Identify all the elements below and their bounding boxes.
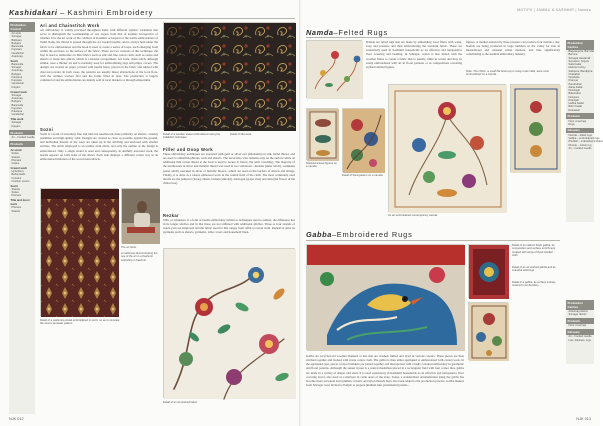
- right-folio: NJK 013: [576, 417, 591, 421]
- sidebar-item: Pherans: [11, 194, 22, 198]
- sidebar-item: Sonawari, Sopore: [568, 59, 590, 63]
- namda-body-text: Namda are felted rugs that are made by embedding wool fibres with water, soap and pressure and then embroidering the resultant fabric. These are extensively used in Kashmiri households as an effective and inexpensive floor covering and bedding. In Srinagar, cotton is also mixed with the woollen fibres to create a fabric that is usually white in colour and may be easily embroidered with ari in floral patterns or in compositions revealing stylised animal figures.: [366, 40, 462, 69]
- sidebar-heading: Production Centres: [566, 40, 594, 50]
- sidebar-group-label: Crewel work: [10, 89, 27, 94]
- sidebar-group-label: Ari work: [10, 148, 22, 153]
- caption-craftsman: A craftsman demonstrating the use of the ari in a Kashmiri workshop in Kashmir.: [121, 252, 158, 262]
- namda-sidebar: [566, 40, 603, 222]
- sidebar-item: Budgam: [11, 72, 22, 76]
- gabba-red-rug-image: [468, 244, 508, 298]
- gabba-red-graphic: [469, 245, 509, 299]
- sidebar-heading: Glossary: [566, 329, 594, 335]
- sidebar-item: Capes: [11, 162, 19, 165]
- sidebar-item: Baramulla: [11, 45, 24, 49]
- rezkar-subhead: Rezkar: [163, 213, 180, 218]
- ari-body-text: Ari embroidery is widely practised throughout India with different stylistic variations that serve to distinguish the workmanship of one region from that of another. Irrespective of whether it be the ari work of the cobblers of Kashmir or Gujarat or the textile embroiderers of Tamil Nadu, the thread is passed through the ari, hooked needle, and is always held under the fabric to be embroidered and the hook is used to create a series of loops, each emerging from within the previous, so the surface of the fabric. There are two versions of this technique: the first is used to embroider on thin fabrics such as silk and fine cotton cloth, such as stoles and shawls or made into phiran, which is a heavier overgarment. Ari work, chain stitch, although similar, uses a thicker ari and is normally used for embroidering rugs and pillow covers. The designs are created on paper, pricked with needle holes, placed on the fabric and rubbed with charcoal powder. In both cases, the patterns are usually linear abstractions of the local flora, with the outlines worked first and the forms filled in later. The production is largely commercial and the embroideries are mainly sold in local markets or through emporiums.: [40, 28, 158, 82]
- filler-subhead: Filler and Doop Work: [163, 147, 214, 152]
- book-gutter: [299, 0, 301, 426]
- namda-white-caption: [306, 100, 362, 103]
- sidebar-group-label: Tilla work: [10, 117, 24, 122]
- sidebar-item: Stoles: [11, 152, 19, 156]
- sidebar-item: Floor coverings: [568, 119, 587, 123]
- sidebar-item: Srinagar: [11, 66, 22, 70]
- sidebar-item: Safa Kadal: [568, 63, 582, 67]
- gabba-sidebar: [566, 300, 594, 364]
- caption-floral-namda: Detail of floral pattern on a namda.: [342, 174, 384, 177]
- caption-contemporary-namda: An ari-embroidered contemporary namda.: [388, 214, 438, 217]
- sidebar-item: Anantnag district: [568, 310, 588, 314]
- sidebar-item: Budgam: [11, 41, 22, 45]
- sidebar-item: Baltistan: [11, 38, 22, 42]
- gabba-title-em: Gabba: [306, 230, 332, 239]
- sidebar-item: Srinagar: [11, 121, 22, 125]
- caption-woollen-shawl: Detail of a woollen shawl embroidered using the zalakdozi technique.: [163, 133, 221, 140]
- sidebar-item: Ari work: [11, 32, 21, 36]
- gabba-body-text: Gabba are recycled old woollen blankets or lois that are washed, milled and dyed in various colours. These pieces are then stitched together and backed with waste cotton cloth. The gabba is then either appliquéd or embroidered with crewel work. In the appliquéd type, pieces of dyed blankets are joined together and interspersed with vividly coloured embroidery in geometric and floral patterns. Although the sunset layout is a central medallion placed in a rectangular field with four corner tiles, gabba are made in a variety of shapes and sizes. It is used extensively in Kashmiri households as an effective and inexpensive floor covering and is also used as a mattress in cattle areas of the state. Today, a standardised ornamentation using the gabba has become more prevalent and synthetic colours and nylon threads have also been added to the production process. Gabba makers from Srinagar were invited to Punjab to prepare phulkari-like (ornamental) panels...: [306, 354, 464, 388]
- sidebar-item: Shawls: [11, 209, 20, 213]
- sidebar-group-label: Tilla and doori work: [10, 198, 30, 207]
- sidebar-item: Floor coverings: [568, 324, 587, 328]
- namda-contemporary-image: [388, 84, 506, 212]
- sidebar-group-label: Sozni: [10, 183, 18, 188]
- namda-contemporary-graphic: [389, 85, 507, 213]
- sidebar-item: Pulwama: [11, 110, 23, 114]
- sidebar-item: Baramulla: [11, 62, 24, 66]
- sidebar-item: Islamia Colony: [568, 66, 586, 70]
- sidebar-item: Noorbagh: [568, 89, 580, 93]
- namda-white-rug-image: [306, 40, 362, 98]
- left-title-rest: Kashmiri Embroidery: [67, 8, 154, 17]
- sidebar-item: Ari – hooked needle: [568, 335, 592, 339]
- sidebar-item: Bemina: [568, 53, 578, 57]
- running-head: MOTIFS | JAMMU & KASHMIR | Namda: [517, 8, 591, 12]
- caption-gabba-ari: Detail of an ari worked gabba and its colourful stitchings.: [512, 266, 556, 273]
- sozni-body-text: Sozni is a form of extremely fine and intricate needlework done primarily on shawls—mainly pashmina and high-quality rafal. Designs are created as close as possible against the ground, and individual threads of the warp are taken up in the stitching and enclosed with smaller stitches. The stitch employed is an outline stem stitch, and only the outline of the design is embroidered. Only a single strand is used and consequently, in skilfully executed work, the needle appears on both sides of the shawl. Each side displays a different colour way in an embroidered imitation of the woven kani shawls.: [40, 132, 158, 161]
- gabba-title-dash: –: [332, 230, 337, 239]
- sidebar-item: Kupwara: [11, 106, 22, 110]
- sidebar-item: Khanyar: [568, 79, 579, 83]
- left-title-dash: –: [57, 8, 68, 17]
- sozni-subhead: Sozni: [40, 127, 54, 132]
- rezkar-body-text: Tilla, or zalakdozi, is a form of needle embroidery similar to techniques used to outline; the difference lies in its longer stitches and in that these are not stiffened with additional stitches. Three or four strands of staple yarn are employed and the fabric used for this ranges from raffal to cotton cloth. Rezkari is done on garments such as shawls, garments, table covers and household linen.: [163, 218, 295, 235]
- craftsman-photo: [121, 188, 159, 243]
- caption-tilla: Detail of tilla work.: [230, 133, 252, 136]
- gabba-floral-rug-image: [468, 302, 508, 360]
- tilla-pattern-graphic: [41, 189, 119, 317]
- namda-border-graphic: [511, 85, 561, 173]
- namda-floral-graphic: [343, 109, 385, 173]
- sidebar-item: Srinagar district: [568, 313, 587, 317]
- sidebar-item: Pherans: [11, 158, 22, 162]
- namda-title: [306, 28, 388, 37]
- sidebar-item: Gabba – embroidered rugs: [568, 137, 600, 141]
- namda-animal-graphic: [307, 109, 339, 161]
- sidebar-heading: Production Centres: [566, 300, 594, 310]
- sidebar-item: Kulgam: [11, 124, 21, 128]
- namda-title-em: Namda: [306, 28, 334, 37]
- sidebar-item: Phulkari – embroidered shawl: [568, 140, 603, 144]
- caption-stacked-animal: Stacked animal figures on a namda.: [306, 162, 337, 169]
- sidebar-item: Anantnag: [11, 54, 23, 58]
- sidebar-item: Srinagar: [11, 93, 22, 97]
- ari-subhead: Ari and Chainstitch Work: [40, 23, 100, 28]
- sidebar-item: Chattabal: [568, 72, 580, 76]
- sidebar-item: Bagwanpora, Barzulla: [568, 50, 594, 54]
- sidebar-item: Anantnag: [11, 69, 23, 73]
- left-folio: NJK 012: [9, 417, 24, 421]
- sidebar-item: Anantnag: [11, 97, 23, 101]
- sidebar-heading: Products: [566, 113, 594, 119]
- gabba-bird-graphic: [307, 245, 465, 351]
- sidebar-item: Khanqah: [568, 98, 579, 102]
- sidebar-item: Kupwara: [11, 79, 22, 83]
- sidebar-item: Safapora, Bandipora: [568, 69, 593, 73]
- sidebar-item: Stoles: [11, 191, 19, 195]
- sidebar-item: Bedspreads: [11, 173, 26, 177]
- sidebar-item: Lois, blankets, rugs: [568, 338, 591, 342]
- caption-pashmina-sozni: Detail of a pashmina shawl embroidered in sozni, so as to simulate the woven jamawar pattern.: [40, 319, 120, 326]
- ari-fabric-graphic: [164, 249, 296, 399]
- sidebar-item: Srinagar Hawalmill: [568, 56, 591, 60]
- tilla-work-fabric-image: [40, 188, 118, 316]
- ari-worked-fabric-image: [163, 248, 295, 398]
- namda-note: Note: The chitror, a small flat bowl cup in many rural crafts, were once embroidered on a namda.: [466, 70, 550, 77]
- namda-floral-detail-image: [342, 108, 384, 172]
- sidebar-item: Ganderbal: [11, 82, 24, 86]
- namda-animal-figures-image: [306, 108, 338, 160]
- sidebar-item: Bohri Kadal: [568, 105, 582, 109]
- sidebar-item: Ganderbal: [11, 51, 24, 55]
- sidebar-heading: Production Context: [9, 22, 35, 32]
- sidebar-item: Baramulla: [11, 103, 24, 107]
- sidebar-item: Kulgam: [11, 85, 21, 89]
- craftsman-graphic: [122, 189, 160, 244]
- sidebar-item: Ari – hooked needle: [568, 146, 592, 150]
- sidebar-item: Shawls: [11, 187, 20, 191]
- left-title-em: Kashidakari: [9, 8, 58, 17]
- caption-gabba-indirect: Detail of an indirect block gabba, its composition and surface enrichment created with strips of dyed woollen cloth.: [512, 244, 556, 257]
- sidebar-item: Srinagar: [11, 35, 22, 39]
- sidebar-item: Pandrethan: [568, 82, 582, 86]
- sidebar-item: Upholstery: [11, 170, 24, 174]
- namda-title-dash: –: [333, 28, 339, 37]
- left-sidebar: [9, 22, 35, 414]
- sidebar-item: Shawls: [11, 155, 20, 159]
- sidebar-item: Kupwara: [11, 48, 22, 52]
- sidebar-item: Ari – hooked needle: [11, 136, 35, 140]
- sidebar-group-label: Sozni: [10, 58, 18, 63]
- sidebar-item: Zaina Kadal: [568, 85, 583, 89]
- shawl-pattern-graphic: [164, 23, 296, 131]
- namda-border-image: [510, 84, 560, 172]
- sidebar-item: Namda – felted rugs: [568, 133, 592, 137]
- dark-embroidered-shawl-image: [163, 22, 295, 130]
- caption-gabba-surface: Detail of a gabba, its surface entirely covered in embroidery.: [512, 281, 556, 288]
- sidebar-heading: Products: [9, 130, 35, 136]
- sidebar-item: Nowhatta: [568, 76, 580, 80]
- caption-ari-hook: The ari hook.: [121, 246, 137, 249]
- sidebar-item: Pherans: [11, 206, 22, 210]
- sidebar-item: Ganderbal: [11, 113, 24, 117]
- sidebar-item: Habba Kadal: [568, 102, 584, 106]
- filler-body-text: These embroidery techniques are executed with gold or silver zari (kilabatun) on silk, blend thread, and are used to embellish phirans, saris and shawls. The decorative wire remains only on the surface while an additional thin cotton thread at the back is used to secure it; hence, the term 'couching'. The majority of the needlework in silver and metallic thread was used in two variations—mondar (inner stitch), sozinkaka (outer stitch) executed in silver or metallic thread—which are used on the borders of shawls and shrugs. Finally, it is done as a raised, embossed work in the central field of the cloth. The most commonly used motifs are the pampoor (lotus), chinar, badam (almond), dauli-gun (grape vine) and dain (the flower of the chinar tree).: [163, 152, 295, 186]
- sidebar-item: Budgam: [11, 100, 22, 104]
- sidebar-heading: Products: [566, 318, 594, 324]
- sidebar-group-label: Crewel work: [10, 166, 27, 171]
- gabba-bird-image: [306, 244, 464, 350]
- sidebar-heading: Products: [9, 141, 35, 147]
- sidebar-item: Nowpora: [568, 95, 579, 99]
- sidebar-item: Dhurrie – cotton rug: [568, 143, 592, 147]
- namda-body-text-2: figures. A marker assisted by three pressers can produce four namda a day. Namda are being produced in large numbers in the valley for sale in international and national urban markets, and thus significantly contributing to the kashida embroidery industry.: [466, 40, 560, 57]
- sidebar-item: Curtains: [11, 176, 22, 180]
- sidebar-item: Rainawari: [568, 108, 581, 112]
- sidebar-heading: Glossary: [566, 128, 594, 134]
- caption-ari-fabric: Detail of an ari worked fabric.: [163, 401, 198, 404]
- gabba-title: [306, 230, 413, 239]
- sidebar-item: Batamaloo: [568, 92, 581, 96]
- gabba-title-rest: Embroidered Rugs: [336, 230, 413, 239]
- sidebar-item: Pulwama: [11, 75, 23, 79]
- sidebar-item: Cushion covers: [11, 179, 30, 183]
- left-page-title: [9, 8, 153, 17]
- sidebar-item: Rugs: [568, 122, 575, 126]
- namda-title-rest: Felted Rugs: [338, 28, 389, 37]
- namda-white-graphic: [307, 41, 363, 99]
- gabba-floral-graphic: [469, 303, 509, 361]
